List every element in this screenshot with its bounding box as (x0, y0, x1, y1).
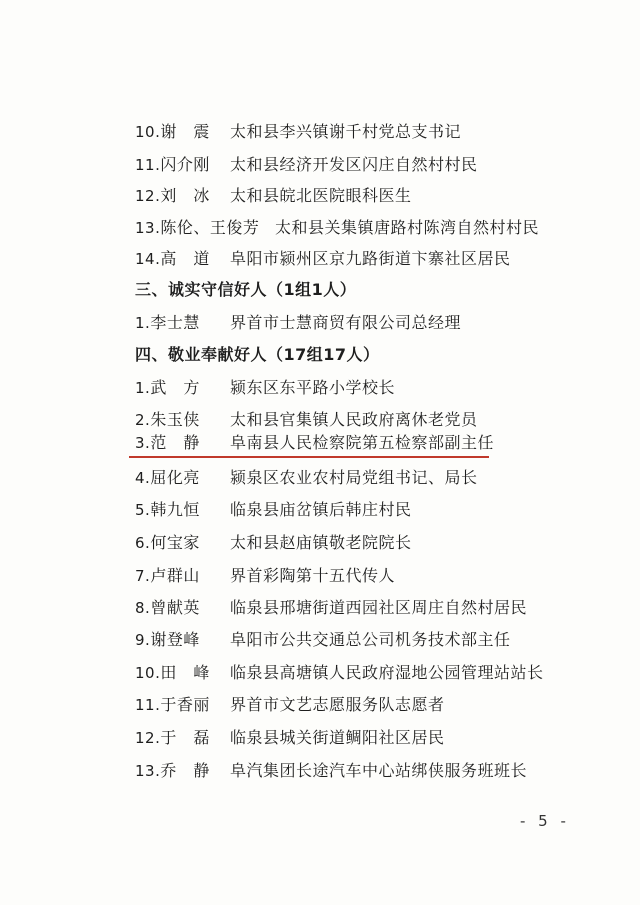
entry-name: 闪介刚 (160, 155, 210, 174)
entry-description: 太和县官集镇人民政府离休老党员 (230, 410, 478, 429)
entry-name: 乔 静 (160, 761, 210, 780)
entry-number: 2. (135, 411, 151, 429)
list-item (135, 213, 540, 243)
entry-name: 刘 冰 (160, 186, 210, 205)
entry-description: 阜阳市颍州区京九路街道卞寨社区居民 (230, 249, 511, 268)
entry-number: 4. (135, 469, 151, 487)
page-number: - 5 - (520, 812, 570, 830)
list-item (135, 373, 396, 403)
entry-description: 阜阳市公共交通总公司机务技术部主任 (230, 630, 511, 649)
list-item (135, 561, 396, 591)
entry-number: 10. (135, 664, 161, 682)
entry-description: 界首市士慧商贸有限公司总经理 (230, 313, 462, 332)
entry-description: 临泉县高塘镇人民政府湿地公园管理站站长 (230, 663, 544, 682)
entry-description: 太和县皖北医院眼科医生 (230, 186, 412, 205)
list-item (135, 428, 495, 458)
list-item (135, 308, 462, 338)
entry-name: 何宝家 (150, 533, 200, 552)
entry-description: 阜南县人民检察院第五检察部副主任 (230, 433, 495, 452)
entry-number: 6. (135, 534, 151, 552)
entry-number: 13. (135, 762, 161, 780)
entry-name: 朱玉侠 (150, 410, 200, 429)
entry-name: 范 静 (150, 433, 200, 452)
section-heading: 三、诚实守信好人（1组1人） (135, 280, 357, 299)
entry-description: 太和县李兴镇谢千村党总支书记 (230, 122, 462, 141)
entry-number: 11. (135, 696, 161, 714)
entry-description: 临泉县城关街道鲷阳社区居民 (230, 728, 445, 747)
entry-description: 临泉县邢塘街道西园社区周庄自然村居民 (230, 598, 528, 617)
entry-number: 9. (135, 631, 151, 649)
list-item (135, 495, 412, 525)
entry-number: 11. (135, 156, 161, 174)
entry-name: 韩九恒 (150, 500, 200, 519)
entry-description: 颍泉区农业农村局党组书记、局长 (230, 468, 478, 487)
entry-name: 谢 震 (160, 122, 210, 141)
entry-name: 于 磊 (160, 728, 210, 747)
entry-name: 李士慧 (150, 313, 200, 332)
entry-description: 太和县关集镇唐路村陈湾自然村村民 (275, 218, 540, 237)
entry-number: 12. (135, 187, 161, 205)
list-item (135, 593, 528, 623)
entry-number: 7. (135, 567, 151, 585)
entry-name: 田 峰 (160, 663, 210, 682)
entry-number: 5. (135, 501, 151, 519)
entry-description: 太和县经济开发区闪庄自然村村民 (230, 155, 478, 174)
entry-number: 14. (135, 250, 161, 268)
list-item (135, 658, 544, 688)
list-item (135, 690, 445, 720)
entry-number: 10. (135, 123, 161, 141)
entry-number: 13. (135, 219, 161, 237)
entry-description: 颍东区东平路小学校长 (230, 378, 396, 397)
list-item (135, 625, 511, 655)
list-item (135, 528, 412, 558)
entry-description: 界首市文艺志愿服务队志愿者 (230, 695, 445, 714)
entry-number: 1. (135, 314, 151, 332)
entry-description: 太和县赵庙镇敬老院院长 (230, 533, 412, 552)
entry-description: 阜汽集团长途汽车中心站绑侠服务班班长 (230, 761, 528, 780)
section-heading: 四、敬业奉献好人（17组17人） (135, 345, 380, 364)
highlight-underline (129, 456, 489, 458)
list-item (135, 756, 528, 786)
entry-name: 曾献英 (150, 598, 200, 617)
list-item (135, 117, 462, 147)
entry-name: 武 方 (150, 378, 200, 397)
entry-description: 临泉县庙岔镇后韩庄村民 (230, 500, 412, 519)
entry-number: 12. (135, 729, 161, 747)
list-item (135, 150, 478, 180)
entry-number: 1. (135, 379, 151, 397)
list-item (135, 244, 511, 274)
list-item (135, 723, 445, 753)
entry-name: 于香丽 (160, 695, 210, 714)
list-item (135, 463, 478, 493)
entry-name: 高 道 (160, 249, 210, 268)
entry-name: 陈伦、王俊芳 (160, 218, 260, 237)
entry-name: 屈化亮 (150, 468, 200, 487)
entry-number: 8. (135, 599, 151, 617)
entry-name: 卢群山 (150, 566, 200, 585)
entry-number: 3. (135, 434, 151, 452)
entry-name: 谢登峰 (150, 630, 200, 649)
list-item (135, 181, 412, 211)
entry-description: 界首彩陶第十五代传人 (230, 566, 396, 585)
